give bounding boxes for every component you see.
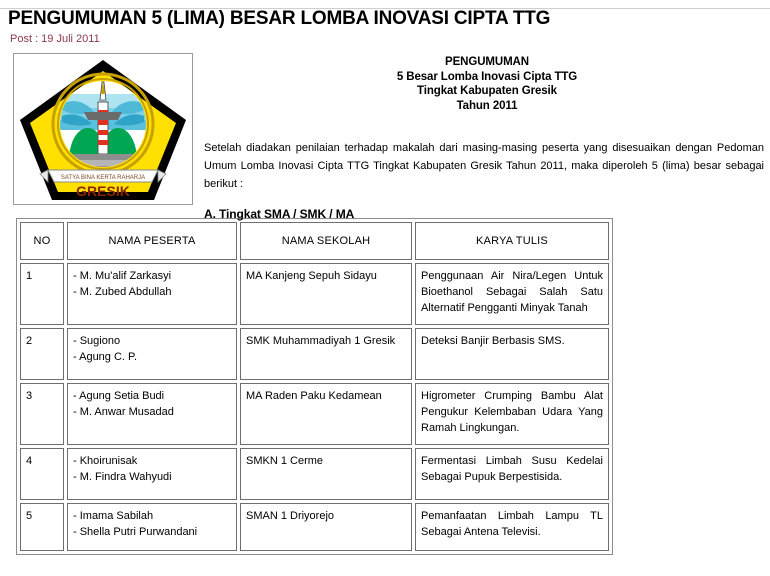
gresik-emblem-icon	[14, 54, 192, 204]
row-participants	[67, 448, 237, 500]
announcement-heading-line-4: Tahun 2011	[456, 99, 518, 112]
announcement-heading-line-3: Tingkat Kabupaten Gresik	[417, 85, 557, 97]
participant-name: - Agung Setia Budi	[73, 390, 165, 402]
row-school: SMAN 1 Driyorejo	[240, 503, 412, 551]
participant-name: - Shella Putri Purwandani	[73, 526, 198, 538]
column-header-no: NO	[20, 222, 64, 260]
row-karya-tulis: Deteksi Banjir Berbasis SMS.	[415, 328, 609, 380]
row-school: MA Raden Paku Kedamean	[240, 383, 412, 445]
row-number: 4	[20, 448, 64, 500]
header-text-column	[204, 53, 770, 221]
row-karya-tulis: Fermentasi Limbah Susu Kedelai Sebagai Pupuk Berpestisida.	[415, 448, 609, 500]
row-number: 2	[20, 328, 64, 380]
announcement-page	[0, 8, 770, 555]
participant-name: - M. Anwar Musadad	[73, 406, 174, 418]
row-participants	[67, 503, 237, 551]
participant-name: - M. Findra Wahyudi	[73, 471, 172, 483]
row-number: 3	[20, 383, 64, 445]
section-heading: A. Tingkat SMA / SMK / MA	[204, 207, 355, 221]
column-header-nama-sekolah: NAMA SEKOLAH	[240, 222, 412, 260]
gresik-emblem-frame	[13, 53, 193, 205]
page-title: PENGUMUMAN 5 (LIMA) BESAR LOMBA INOVASI CIPTA TTG	[8, 8, 551, 29]
row-participants	[67, 328, 237, 380]
table-row	[20, 383, 609, 445]
column-header-karya-tulis: KARYA TULIS	[415, 222, 609, 260]
results-table	[16, 218, 613, 555]
participant-name: - M. Zubed Abdullah	[73, 286, 172, 298]
column-header-nama-peserta: NAMA PESERTA	[67, 222, 237, 260]
participant-name: - M. Mu'alif Zarkasyi	[73, 270, 172, 282]
participant-name: - Agung C. P.	[73, 351, 138, 363]
row-participants	[67, 263, 237, 325]
emblem-caption-text: GRESIK	[76, 183, 130, 199]
table-row	[20, 448, 609, 500]
participant-name: - Imama Sabilah	[73, 510, 154, 522]
participant-name: - Sugiono	[73, 335, 121, 347]
row-participants	[67, 383, 237, 445]
table-header-row	[20, 222, 609, 260]
announcement-paragraph: Setelah diadakan penilaian terhadap makalah dari masing-masing peserta yang disesuaikan dengan Pedoman Umum Lomba Inovasi Cipta TTG Tingkat Kabupaten Gresik Tahun 2011, maka diperoleh 5 (lima) besar sebagai berikut :	[204, 142, 764, 190]
row-number: 1	[20, 263, 64, 325]
announcement-heading-line-2: 5 Besar Lomba Inovasi Cipta TTG	[396, 70, 578, 83]
row-school: MA Kanjeng Sepuh Sidayu	[240, 263, 412, 325]
row-school: SMK Muhammadiyah 1 Gresik	[240, 328, 412, 380]
table-row	[20, 503, 609, 551]
post-date: Post : 19 Juli 2011	[10, 33, 100, 45]
header-block	[8, 53, 770, 221]
row-karya-tulis: Higrometer Crumping Bambu Alat Pengukur Kelembaban Udara Yang Ramah Lingkungan.	[415, 383, 609, 445]
announcement-heading-line-1: PENGUMUMAN	[445, 56, 529, 68]
emblem-motto-text: SATYA BINA KERTA RAHARJA	[60, 175, 146, 181]
row-karya-tulis: Penggunaan Air Nira/Legen Untuk Bioethanol Sebagai Salah Satu Alternatif Pengganti Minyak Tanah	[415, 263, 609, 325]
announcement-heading	[204, 53, 770, 113]
row-school: SMKN 1 Cerme	[240, 448, 412, 500]
participant-name: - Khoirunisak	[73, 455, 138, 467]
table-row	[20, 328, 609, 380]
table-row	[20, 263, 609, 325]
row-karya-tulis: Pemanfaatan Limbah Lampu TL Sebagai Antena Televisi.	[415, 503, 609, 551]
row-number: 5	[20, 503, 64, 551]
